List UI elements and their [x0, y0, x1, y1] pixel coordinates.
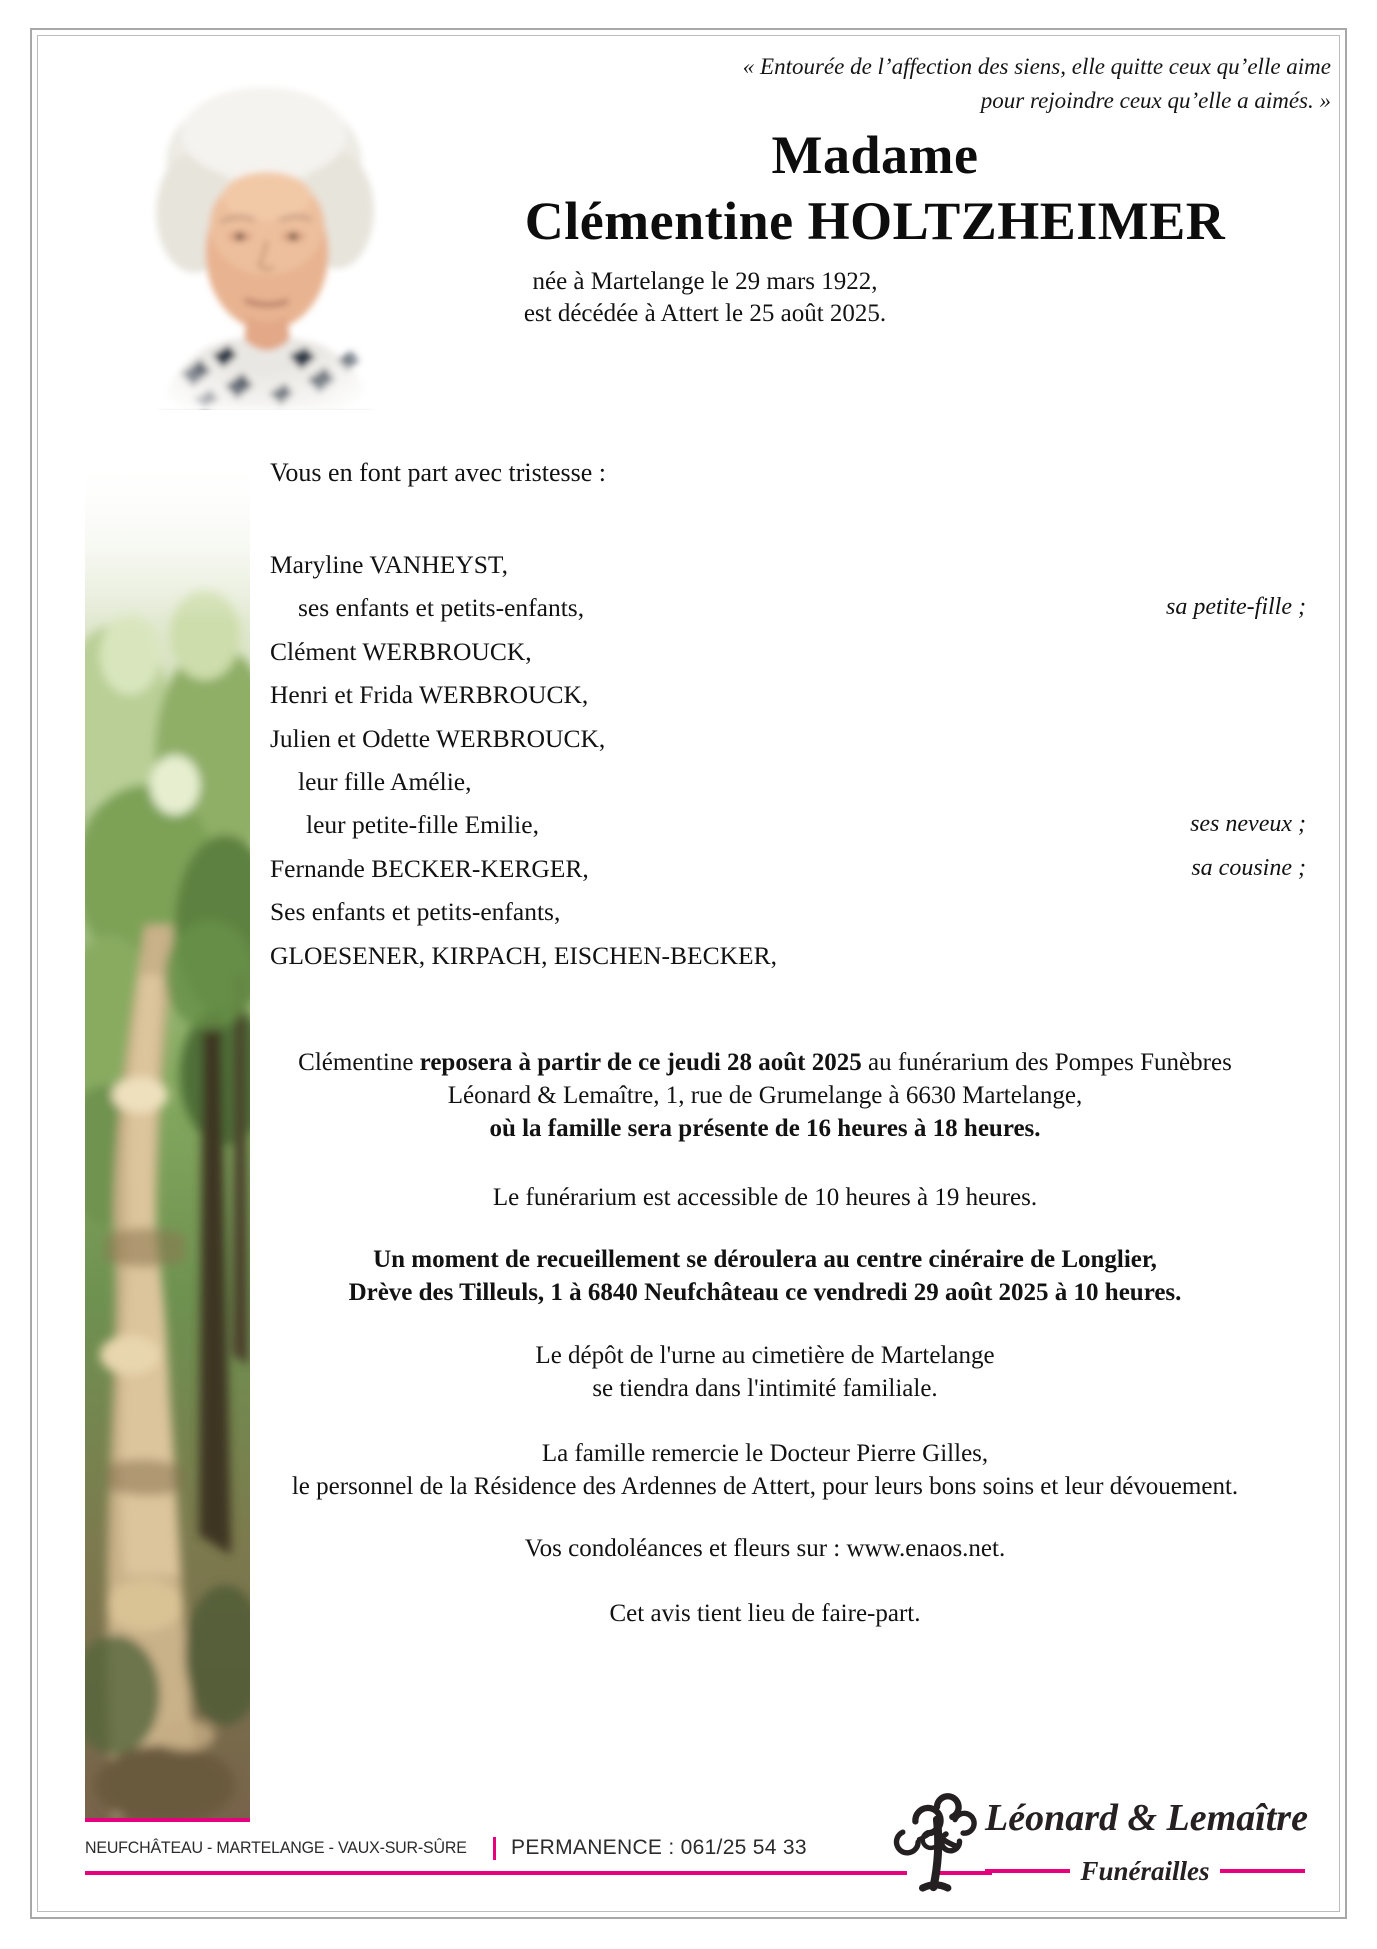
repose-paragraph [250, 1046, 1280, 1145]
family-row [270, 803, 1306, 846]
family-member-name: ses enfants et petits-enfants, [298, 593, 585, 623]
portrait-photo [128, 60, 400, 410]
funerarium-access: Le funérarium est accessible de 10 heures à 19 heures. [492, 1184, 1038, 1211]
family-member-name: leur petite-fille Emilie, [306, 810, 539, 840]
family-row [270, 847, 1306, 890]
deceased-title-block [410, 122, 1340, 254]
forest-photo-accent-line [85, 1818, 250, 1822]
brand-dash-right [1220, 1869, 1305, 1873]
footer-contact-row [85, 1836, 807, 1860]
recueillement-paragraph [250, 1243, 1280, 1309]
family-member-name: leur fille Amélie, [298, 766, 472, 796]
brand-dash-left [985, 1869, 1070, 1873]
family-member-name: GLOESENER, KIRPACH, EISCHEN-BECKER, [270, 940, 777, 970]
quote-line-2: pour rejoindre ceux qu’elle a aimés. » [980, 88, 1331, 113]
condolences-line: Vos condoléances et fleurs sur : www.enaos.net. [524, 1535, 1006, 1562]
brand-name: Léonard & Lemaître [985, 1797, 1308, 1839]
footer-accent-line [85, 1871, 907, 1875]
urne-paragraph [250, 1339, 1280, 1405]
family-row [270, 717, 1306, 760]
family-row [270, 543, 1306, 586]
footer-locations: NEUFCHÂTEAU - MARTELANGE - VAUX-SUR-SÛRE [85, 1838, 467, 1857]
family-relation: sa petite-fille ; [1166, 594, 1306, 621]
family-row [270, 673, 1306, 716]
family-row [270, 934, 1306, 977]
family-row [270, 760, 1306, 803]
family-member-name: Fernande BECKER-KERGER, [270, 853, 589, 883]
announcement-intro: Vous en font part avec tristesse : [270, 458, 606, 487]
family-member-name: Henri et Frida WERBROUCK, [270, 680, 589, 710]
family-row [270, 586, 1306, 629]
family-row [270, 890, 1306, 933]
family-member-name: Maryline VANHEYST, [270, 550, 508, 579]
family-member-name: Ses enfants et petits-enfants, [270, 897, 561, 927]
repose-date: reposera à partir de ce jeudi 28 août 2025 [419, 1049, 862, 1076]
forest-path-photo [85, 455, 250, 1818]
family-row [270, 630, 1306, 673]
thanks-line-2: le personnel de la Résidence des Ardennes de Attert, pour leurs bons soins et leur dévouement. [291, 1473, 1239, 1500]
family-member-name: Clément WERBROUCK, [270, 636, 532, 666]
urne-line-1: Le dépôt de l'urne au cimetière de Martelange [535, 1342, 995, 1369]
memorial-quote [571, 50, 1331, 118]
recueillement-line-2: Drève des Tilleuls, 1 à 6840 Neufchâteau ce vendredi 29 août 2025 à 10 heures. [348, 1279, 1182, 1306]
urne-line-2: se tiendra dans l'intimité familiale. [592, 1375, 938, 1402]
brand-subtitle: Funérailles [1080, 1855, 1210, 1886]
death-line: est décédée à Attert le 25 août 2025. [523, 300, 887, 327]
family-list [270, 543, 1306, 977]
footer-separator-bar [493, 1837, 496, 1860]
brand-subtitle-row [985, 1853, 1305, 1889]
family-relation: ses neveux ; [1190, 811, 1306, 838]
family-member-name: Julien et Odette WERBROUCK, [270, 723, 606, 753]
repose-post: au funérarium des Pompes Funèbres [861, 1049, 1232, 1076]
life-dates [85, 266, 1325, 330]
recueillement-line-1: Un moment de recueillement se déroulera au centre cinéraire de Longlier, [373, 1246, 1157, 1273]
deceased-honorific: Madame [771, 125, 979, 185]
repose-pre: Clémentine [298, 1049, 420, 1076]
faire-part-notice: Cet avis tient lieu de faire-part. [609, 1600, 921, 1627]
family-relation: sa cousine ; [1191, 854, 1306, 881]
footer-permanence-phone: PERMANENCE : 061/25 54 33 [511, 1836, 807, 1859]
repose-address: Léonard & Lemaître, 1, rue de Grumelange à 6630 Martelange, [447, 1082, 1083, 1109]
thanks-paragraph [250, 1437, 1280, 1503]
birth-line: née à Martelange le 29 mars 1922, [532, 268, 878, 295]
thanks-line-1: La famille remercie le Docteur Pierre Gilles, [541, 1440, 989, 1467]
tree-logo-icon [892, 1792, 982, 1894]
repose-visiting-hours: où la famille sera présente de 16 heures à 18 heures. [489, 1115, 1041, 1142]
deceased-name: Clémentine HOLTZHEIMER [524, 191, 1226, 251]
quote-line-1: « Entourée de l’affection des siens, elle quitte ceux qu’elle aime [742, 54, 1331, 79]
